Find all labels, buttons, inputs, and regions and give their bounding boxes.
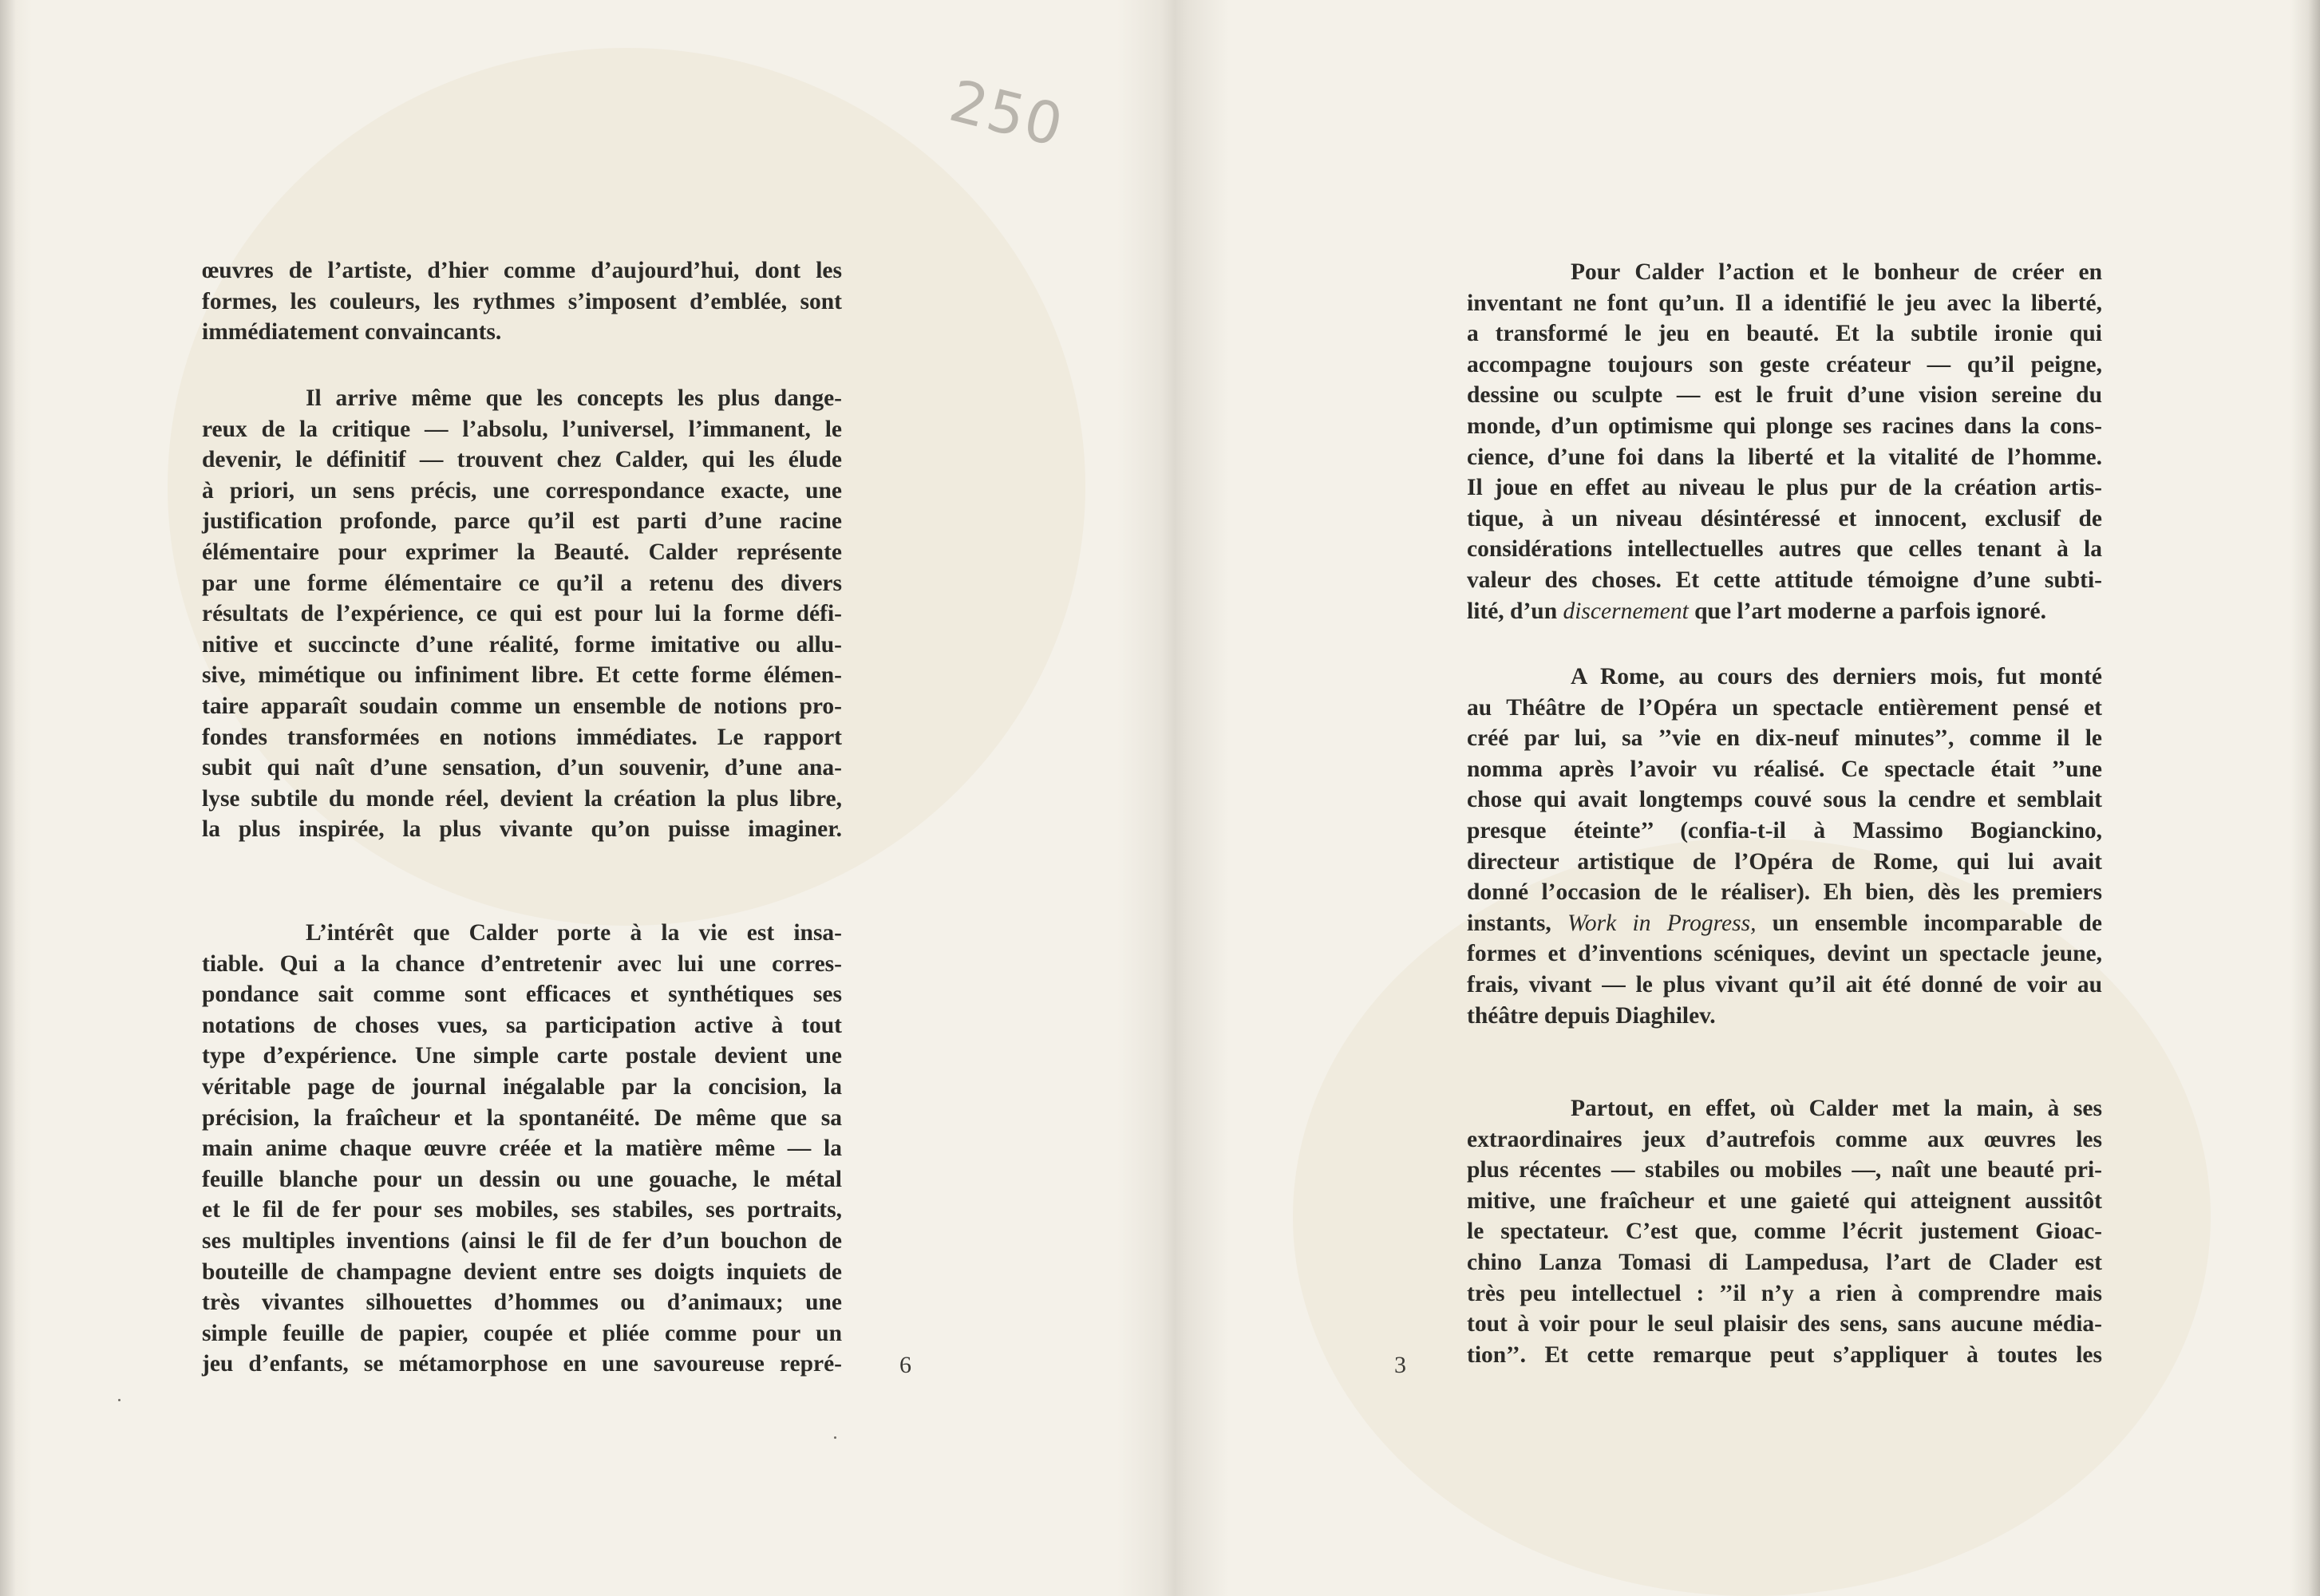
text-line: accompagne toujours son geste créateur — qu’il peigne, <box>1467 351 2102 377</box>
text-line: inventant ne font qu’un. Il a identifié le jeu avec la liberté, <box>1467 290 2102 316</box>
text-line: la plus inspirée, la plus vivante qu’on puisse imaginer. <box>202 816 842 843</box>
text-line: tiable. Qui a la chance d’entretenir avec lui une corres- <box>202 950 842 977</box>
text-line: très vivantes silhouettes d’hommes ou d’animaux; une <box>202 1290 842 1316</box>
text-line: nomma après l’avoir vu réalisé. Ce spectacle était ’’une <box>1467 756 2102 782</box>
text-line: type d’expérience. Une simple carte postale devient une <box>202 1043 842 1069</box>
text-line: formes et d’inventions scéniques, devint un spectacle jeune, <box>1467 941 2102 967</box>
paragraph <box>1467 1093 2102 1370</box>
text-line: donné l’occasion de le réaliser). Eh bien, dès les premiers <box>1467 879 2102 906</box>
text-line: devenir, le définitif — trouvent chez Calder, qui les élude <box>202 447 842 473</box>
paper-speck <box>834 1436 836 1439</box>
text-line: pondance sait comme sont efficaces et synthétiques ses <box>202 982 842 1008</box>
text-line: théâtre depuis Diaghilev. <box>1467 1002 1716 1029</box>
text-line: créé par lui, sa ’’vie en dix-neuf minutes’’, comme il le <box>1467 725 2102 752</box>
text-line: directeur artistique de l’Opéra de Rome, qui lui avait <box>1467 848 2102 875</box>
text-line: presque éteinte’’ (confia-t-il à Massimo Bogianckino, <box>1467 817 2102 843</box>
text-line: tout à voir pour le seul plaisir des sens, sans aucune média- <box>1467 1311 2102 1337</box>
paragraph <box>1467 662 2102 1031</box>
text-line: chino Lanza Tomasi di Lampedusa, l’art de Clader est <box>1467 1249 2102 1275</box>
text-line: cience, d’une foi dans la liberté et la vitalité de l’homme. <box>1467 444 2102 470</box>
paragraph <box>1467 257 2102 626</box>
text-line: A Rome, au cours des derniers mois, fut monté <box>1571 664 2102 689</box>
text-line: le spectateur. C’est que, comme l’écrit justement Gioac- <box>1467 1219 2102 1245</box>
text-line: lité, d’un discernement que l’art moderne a parfois ignoré. <box>1467 598 2046 624</box>
text-line: reux de la critique — l’absolu, l’universel, l’immanent, le <box>202 416 842 442</box>
page-number-right: 3 <box>1394 1352 1406 1378</box>
text-line: Il joue en effet au niveau le plus pur de la création artis- <box>1467 475 2102 501</box>
text-line: par une forme élémentaire ce qu’il a retenu des divers <box>202 570 842 596</box>
text-line: œuvres de l’artiste, d’hier comme d’aujourd’hui, dont les <box>202 258 842 283</box>
text-line: mitive, une fraîcheur et une gaieté qui atteignent aussitôt <box>1467 1187 2102 1214</box>
text-line: nitive et succincte d’une réalité, forme imitative ou allu- <box>202 631 842 658</box>
text-line: extraordinaires jeux d’autrefois comme aux œuvres les <box>1467 1126 2102 1152</box>
text-line: tique, à un niveau désintéressé et innocent, exclusif de <box>1467 505 2102 531</box>
text-line: résultats de l’expérience, ce qui est pour lui la forme défi- <box>202 601 842 627</box>
text-line: a transformé le jeu en beauté. Et la subtile ironie qui <box>1467 321 2102 347</box>
text-line: taire apparaît soudain comme un ensemble de notions pro- <box>202 693 842 719</box>
text-line: dessine ou sculpte — est le fruit d’une vision sereine du <box>1467 382 2102 409</box>
text-line: élémentaire pour exprimer la Beauté. Calder représente <box>202 539 842 565</box>
paragraph <box>202 255 842 348</box>
text-line: tion’’. Et cette remarque peut s’appliquer à toutes les <box>1467 1341 2102 1368</box>
text-line: sive, mimétique ou infiniment libre. Et cette forme élémen- <box>202 662 842 689</box>
text-line: chose qui avait longtemps couvé sous la cendre et semblait <box>1467 787 2102 813</box>
text-line: véritable page de journal inégalable par la concision, la <box>202 1073 842 1100</box>
text-line: subit qui naît d’une sensation, d’un souvenir, d’une ana- <box>202 755 842 781</box>
text-line: monde, d’un optimisme qui plonge ses racines dans la cons- <box>1467 413 2102 439</box>
text-line: Partout, en effet, où Calder met la main, à ses <box>1571 1096 2102 1121</box>
text-line: valeur des choses. Et cette attitude témoigne d’une subti- <box>1467 567 2102 593</box>
text-line: ses multiples inventions (ainsi le fil de fer d’un bouchon de <box>202 1227 842 1254</box>
text-line: jeu d’enfants, se métamorphose en une savoureuse repré- <box>202 1351 842 1377</box>
text-line: à priori, un sens précis, une correspondance exacte, une <box>202 477 842 504</box>
text-line: justification profonde, parce qu’il est parti d’une racine <box>202 508 842 535</box>
paper-speck <box>118 1399 121 1401</box>
text-line: lyse subtile du monde réel, devient la création la plus libre, <box>202 785 842 812</box>
text-line: notations de choses vues, sa participation active à tout <box>202 1012 842 1038</box>
text-line: simple feuille de papier, coupée et pliée comme pour un <box>202 1320 842 1346</box>
paragraph <box>202 918 842 1380</box>
text-line: considérations intellectuelles autres que celles tenant à la <box>1467 536 2102 563</box>
text-line: formes, les couleurs, les rythmes s’imposent d’emblée, sont <box>202 288 842 314</box>
text-line: et le fil de fer pour ses mobiles, ses stabiles, ses portraits, <box>202 1197 842 1223</box>
text-line: fondes transformées en notions immédiates. Le rapport <box>202 724 842 750</box>
pencil-annotation: 250 <box>943 66 1071 160</box>
text-line: Pour Calder l’action et le bonheur de créer en <box>1571 259 2102 285</box>
text-line: au Théâtre de l’Opéra un spectacle entièrement pensé et <box>1467 694 2102 721</box>
text-line: plus récentes — stabiles ou mobiles —, naît une beauté pri- <box>1467 1157 2102 1183</box>
text-line: précision, la fraîcheur et la spontanéité. De même que sa <box>202 1104 842 1131</box>
page-number-left: 6 <box>899 1352 911 1378</box>
text-line: feuille blanche pour un dessin ou une gouache, le métal <box>202 1166 842 1192</box>
text-line: très peu intellectuel : ’’il n’y a rien à comprendre mais <box>1467 1280 2102 1306</box>
text-line: bouteille de champagne devient entre ses doigts inquiets de <box>202 1258 842 1285</box>
text-line: frais, vivant — le plus vivant qu’il ait été donné de voir au <box>1467 971 2102 998</box>
text-line: Il arrive même que les concepts les plus dange- <box>306 385 842 411</box>
paragraph <box>202 383 842 845</box>
text-line: immédiatement convaincants. <box>202 319 502 346</box>
text-line: main anime chaque œuvre créée et la matière même — la <box>202 1136 842 1162</box>
text-line: L’intérêt que Calder porte à la vie est insa- <box>306 920 842 946</box>
text-line: instants, Work in Progress, un ensemble incomparable de <box>1467 910 2102 936</box>
